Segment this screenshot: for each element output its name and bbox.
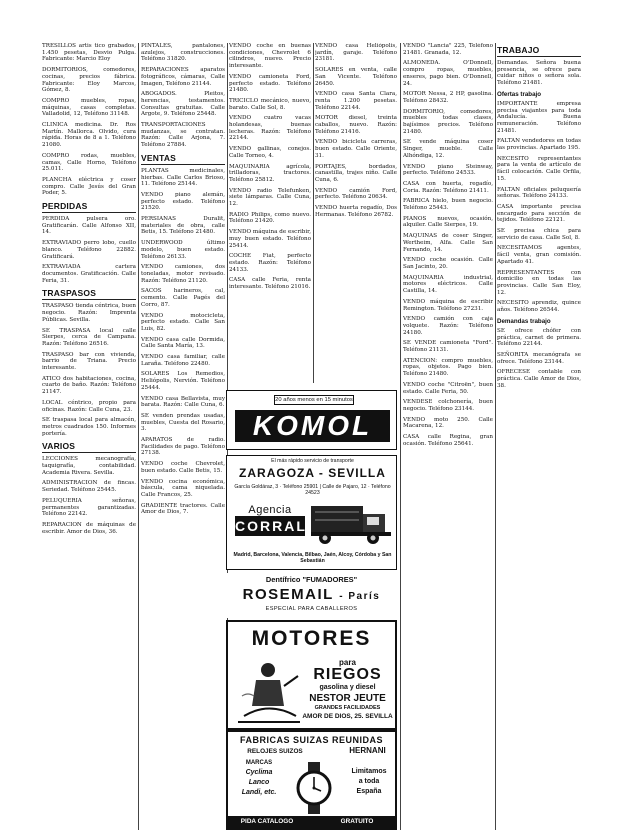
classified-ad: DORMITORIO, comedores, muebles todas clases, bajísimos precios. Teléfono 21480. xyxy=(403,108,493,135)
corral-addresses: García Goldáraz, 3 · Teléfono 25901 | Calle de Pajaro, 12 · Teléfono 24523 xyxy=(234,484,391,496)
fabricas-marcas: MARCAS xyxy=(245,760,273,766)
classified-ad: VENDO motocicleta, perfecto estado. Calle San Luis, 82. xyxy=(141,312,225,332)
rosemail-subtitle: ESPECIAL PARA CABALLEROS xyxy=(265,606,358,612)
rosemail-brand-line xyxy=(226,586,397,603)
column-1 xyxy=(42,43,136,830)
section-heading: Demandas trabajo xyxy=(497,317,551,325)
classified-ad: EXTRAVIADA cartera documentos. Gratificación. Calle Feria, 31. xyxy=(42,264,136,284)
classified-ad: UNDERWOOD último modelo, buen estado. Teléfono 26133. xyxy=(141,240,225,260)
corral-advertisement xyxy=(226,455,397,570)
rosemail-advertisement xyxy=(226,573,397,618)
classified-ad: REPARACION de máquinas de escribir. Amor de Dios, 36. xyxy=(42,521,136,535)
classified-ad: SOLARES en venta, calle San Vicente. Teléfono 26450. xyxy=(315,67,397,87)
classified-ad: SE ofrece chófer con práctica, carnet de primera. Teléfono 22144. xyxy=(497,327,581,348)
section-heading: TRASPASOS xyxy=(42,288,136,300)
classified-ad: VENDO piano alemán, perfecto estado. Teléfono 21520. xyxy=(141,191,225,212)
classified-ad: FABRICA hielo, buen negocio. Teléfono 25443. xyxy=(403,198,493,212)
fabricas-suizas-advertisement xyxy=(226,730,397,830)
classified-ad: TRANSPORTACIONES mudanzas, se contratan. Razón: Calle Arjona, 7. Teléfono 27884. xyxy=(141,122,225,149)
corral-route: ZARAGOZA - SEVILLA xyxy=(239,466,386,480)
classified-ad: VENDO casa familiar, calle Laraña. Teléfono 22480. xyxy=(141,354,225,367)
classified-ad: SE VENDE camioneta "Ford". Teléfono 21131. xyxy=(403,340,493,354)
column-5 xyxy=(403,43,493,830)
classified-ad: REPRESENTANTES con domicilio en todas las provincias. Calle San Eloy, 12. xyxy=(497,269,581,296)
fabricas-title: FABRICAS SUIZAS REUNIDAS xyxy=(239,735,383,745)
classified-ad: ATICO dos habitaciones, cocina, cuarto de baño. Razón: Teléfono 21147. xyxy=(42,375,136,396)
rosemail-brand: ROSEMAIL xyxy=(242,586,334,603)
motores-para: para xyxy=(339,658,356,667)
column-rule xyxy=(138,43,139,830)
fabricas-pida: PIDA CATALOGO xyxy=(240,818,294,825)
classified-ad: CLINICA medicina. Dr. Ros Martín. Mallorca. Olvido, cura rápida. Horas de 8 a 1. Teléfono 21080. xyxy=(42,122,136,149)
corral-cities: Madrid, Barcelona, Valencia, Bilbao, Jaén, Alcoy, Córdoba y San Sebastián xyxy=(233,552,392,564)
classified-ad: REPARACIONES aparatos fotográficos, cámaras, Calle Imagen, Teléfono 21144. xyxy=(141,67,225,87)
classified-ad: MAQUINARIA agrícola, trilladoras, tractores. Teléfono 25812. xyxy=(229,163,311,183)
classified-ad: PLANTAS medicinales, hierbas. Calle Carlos Brioso, 11. Teléfono 25144. xyxy=(141,167,225,188)
column-6 xyxy=(497,43,581,830)
rosemail-city: - París xyxy=(339,591,381,602)
farmer-irrigation-illustration-icon xyxy=(234,656,304,726)
classified-ad: TRESILLOS artis tico grabados, 1.450 pesetas, Desvio Pulga. Fabricante: Marcio Eloy xyxy=(42,43,136,63)
section-heading: VENTAS xyxy=(141,153,225,165)
classified-ad: SE vende máquina coser Singer, mueble. Calle Alhóndiga, 12. xyxy=(403,139,493,159)
column-4 xyxy=(315,43,397,383)
classified-ad: SOLARES Los Remedios, Heliópolis, Nervión. Teléfono 25444. xyxy=(141,371,225,391)
classified-ad: DORMITORIOS, comedores, cocinas, precios fábrica. Fabricante: Eloy Marcos, Gómez, 8. xyxy=(42,67,136,94)
fabricas-espana: España xyxy=(356,788,382,795)
classified-ad: PIANOS nuevos, ocasión, alquiler. Calle Sierpes, 19. xyxy=(403,215,493,229)
classified-ad: MAQUINARIA industrial, motores eléctricos. Calle Castilla, 14. xyxy=(403,274,493,295)
classified-ad: Demandas. Señora buena presencia, se ofrece para cuidar niños o señora sola. Teléfono 21481. xyxy=(497,60,581,87)
komol-brand: KOMOL xyxy=(235,410,390,442)
classified-ad: PERSIANAS Duralit, materiales de obra, calle Betis, 15. Teléfono 21480. xyxy=(141,216,225,236)
classified-ad: VENDO piano Steinway, perfecto. Teléfono 24533. xyxy=(403,163,493,177)
column-3 xyxy=(229,43,311,383)
classified-ad: ABOGADOS. Pleitos, herencias, testamentos. Consultas gratuitas. Calle Argote, 9. Teléfono 25448. xyxy=(141,91,225,118)
motores-title: MOTORES xyxy=(251,627,372,650)
fabricas-footer-bar xyxy=(228,816,395,828)
fabricas-marca-1: Cyclima xyxy=(245,769,273,776)
classified-ad: CASA con huerta, regadío, Coria. Razón: Teléfono 21411. xyxy=(403,180,493,194)
classified-ad: VENDO máquina de escribir Remington. Teléfono 27231. xyxy=(403,298,493,312)
motores-advertisement xyxy=(226,620,397,730)
classified-ad: VENDO gallinas, conejos. Calle Torneo, 4. xyxy=(229,146,311,159)
classified-ad: FALTAN vendedores en todas las provincias. Apartado 195. xyxy=(497,138,581,152)
classified-ad: ALMONEDA. O'Donnell, compro ropas, muebles, enseres, pago bien. O'Donnell, 24. xyxy=(403,60,493,87)
classified-ad: MAQUINAS de coser Singer, Wertheim, Alfa. Calle San Fernando, 14. xyxy=(403,233,493,253)
classified-ad: EXTRAVIADO perro lobo, cuello blanco. Teléfono 22882. Gratificará. xyxy=(42,240,136,260)
section-heading: Ofertas trabajo xyxy=(497,90,542,98)
classified-ad: VENDO radio Telefunken, siete lámparas. Calle Cuna, 12. xyxy=(229,187,311,208)
wristwatch-icon xyxy=(288,762,340,814)
column-rule xyxy=(400,43,401,830)
classified-ad: VENDO moto 250. Calle Macarena, 12. xyxy=(403,416,493,430)
classified-ad: SACOS harineros, cal, cemento. Calle Pagés del Corro, 87. xyxy=(141,288,225,308)
classified-ad: VENDO camión Ford, perfecto. Teléfono 20634. xyxy=(315,187,397,201)
fabricas-brand: HERNANI xyxy=(349,746,386,755)
classified-ad: VENDO cocina económica, báscula, cama niquelada. Calle Francos, 25. xyxy=(141,478,225,498)
classified-ad: IMPORTANTE empresa precisa viajantes para toda Andalucía. Buena remuneración. Teléfono 21481. xyxy=(497,100,581,134)
classified-ad: VENDO "Lancia" 225, Teléfono 21481. Granada, 12. xyxy=(403,43,493,56)
section-heading: VARIOS xyxy=(42,441,136,453)
classified-ad: SE traspasa local para almacén, metros cuadrados 150. Informes portería. xyxy=(42,417,136,437)
classified-ad: COMPRO muebles, ropas, máquinas, casas completas. Valladolid, 12, Teléfono 31148. xyxy=(42,97,136,118)
classified-ad: COMPRO rodas, muebles, camas, Calle Horno, Teléfono 25.011. xyxy=(42,152,136,173)
classified-ad: GRADIENTE tractores. Calle Amor de Dios, 7. xyxy=(141,502,225,516)
fabricas-marca-2: Lanco xyxy=(248,779,270,786)
classified-ad: VENDO coche Chevrolet, buen estado. Calle Betis, 15. xyxy=(141,461,225,474)
motores-facilidades: GRANDES FACILIDADES xyxy=(314,705,381,711)
classified-ad: VENDO casa Heliópolis, jardín, garaje. Teléfono 23181. xyxy=(315,43,397,63)
classified-ad: PELUQUERIA señoras, permanentes garantizadas. Teléfono 22142. xyxy=(42,497,136,518)
classified-ad: VENDO coche ocasión. Calle San Jacinto, 20. xyxy=(403,257,493,270)
classified-ad: SE precisa chica para servicio de casa. Calle Sol, 8. xyxy=(497,228,581,241)
komol-advertisement xyxy=(226,390,397,450)
classified-ad: SEÑORITA mecanógrafa se ofrece. Teléfono 23144. xyxy=(497,351,581,365)
classified-ad: CASA importante precisa encargado para sección de tejidos. Teléfono 22121. xyxy=(497,203,581,224)
classified-ad: TRASPASO tienda céntrica, buen negocio. Razón: Imprenta Públicas. Sevilla. xyxy=(42,303,136,323)
classified-ad: CASA calle Feria, renta interesante. Teléfono 21016. xyxy=(229,277,311,291)
komol-headline: 20 años menos en 15 minutos xyxy=(274,395,354,405)
classified-ad: VENDO bicicleta carreras, buen estado. Calle Oriente, 31. xyxy=(315,139,397,159)
motores-vendor: NESTOR JEUTE xyxy=(309,693,386,704)
classified-ad: OFRECESE contable con práctica. Calle Amor de Dios, 38. xyxy=(497,369,581,389)
classified-ad: ATENCION: compro muebles, ropas, objetos. Pago bien. Teléfono 21480. xyxy=(403,357,493,378)
motores-fuel: gasolina y diesel xyxy=(319,684,376,691)
column-rule xyxy=(313,43,314,383)
top-margin xyxy=(0,0,620,42)
classified-ad: PERDIDA pulsera oro. Gratificarán. Calle Alfonso XII, 14. xyxy=(42,216,136,236)
corral-brand: CORRAL xyxy=(235,518,307,534)
classified-ad: PINTALES, pantalones, azulejos, construcciones. Teléfono 31820. xyxy=(141,43,225,63)
classified-ad: SE TRASPASA local calle Sierpes, cerca de Campana. Razón: Teléfono 26516. xyxy=(42,327,136,347)
classified-ad: COCHE Fiat, perfecto estado. Razón: Teléfono 24133. xyxy=(229,253,311,273)
classified-ad: TRASPASO bar con vivienda, barrio de Triana. Precio interesante. xyxy=(42,351,136,372)
fabricas-relojes: RELOJES SUIZOS xyxy=(247,748,303,755)
classified-ad: FALTAN oficiales peluquería señoras. Teléfono 24133. xyxy=(497,186,581,200)
classified-ad: TRICICLO mecánico, nuevo, barato. Calle Sol, 8. xyxy=(229,97,311,111)
classified-ad: VENDO huerta regadío, Dos Hermanas. Teléfono 26782. xyxy=(315,205,397,218)
classified-ad: ADMINISTRACION de fincas. Seriedad. Teléfono 25445. xyxy=(42,480,136,494)
fabricas-a-toda: a toda xyxy=(358,778,380,785)
column-2 xyxy=(141,43,225,830)
classified-ad: PLANCHA eléctrica y coser compro. Calle Jesús del Gran Poder, 5. xyxy=(42,176,136,197)
fabricas-limitamos: Limitamos xyxy=(351,768,387,775)
fabricas-gratuito: GRATUITO xyxy=(340,818,374,825)
classified-ad: VENDO casa Bellavista, muy barata. Razón: Calle Cuna, 6. xyxy=(141,395,225,409)
corral-tagline: El más rápido servicio de transporte xyxy=(271,458,354,464)
section-heading: PERDIDAS xyxy=(42,201,136,213)
classified-ad: VENDO casa Santa Clara, renta 1.200 pesetas. Teléfono 22144. xyxy=(315,91,397,111)
classified-ad: VENDO camioneta Ford, perfecto estado. Teléfono 21480. xyxy=(229,73,311,94)
column-rule xyxy=(495,43,496,830)
classified-ad: MOTOR Nessa, 2 HP, gasolina. Teléfono 28432. xyxy=(403,91,493,104)
classified-ad: PORTAJES, bordados, canastilla, trajes niño. Calle Cuna, 6. xyxy=(315,163,397,183)
classified-ad: NECESITO aprendiz, quince años. Teléfono 26544. xyxy=(497,300,581,314)
section-heading: TRABAJO xyxy=(497,45,581,57)
motores-riegos: RIEGOS xyxy=(313,666,382,683)
classified-ad: CASA calle Regina, gran ocasión. Teléfono 25641. xyxy=(403,434,493,447)
classified-ad: VENDO casa calle Dormida, Calle Santa María, 13. xyxy=(141,336,225,350)
classified-ad: MOTOR diesel, treinta caballos, nuevo. Razón: Teléfono 21416. xyxy=(315,115,397,135)
classified-ad: VENDO camiones, dos toneladas, motor revisado. Razón: Teléfono 21120. xyxy=(141,264,225,284)
corral-agencia-label: Agencia xyxy=(248,504,292,516)
truck-illustration-icon xyxy=(309,496,393,548)
classified-ad: LECCIONES mecanografía, taquigrafía, contabilidad. Academia Rivera. Sevilla. xyxy=(42,456,136,476)
classified-ad: NECESITAMOS agentes, fácil venta, gran comisión. Apartado 41. xyxy=(497,245,581,265)
classified-ad: VENDESE colchonería, buen negocio. Teléfono 23144. xyxy=(403,399,493,412)
classified-ad: NECESITO representantes para la venta de artículo de fácil colocación. Calle Orfila, 15. xyxy=(497,155,581,182)
classified-ad: VENDO camión con caja volquete. Razón: Teléfono 24180. xyxy=(403,316,493,336)
classified-ad: VENDO cuatro vacas holandesas, buenas lecheras. Razón: Teléfono 22144. xyxy=(229,115,311,142)
rosemail-dentifrico: Dentífrico "FUMADORES" xyxy=(265,575,358,584)
classified-ad: VENDO coche en buenas condiciones, Chevrolet 6 cilindros, nuevo. Precio interesante. xyxy=(229,43,311,70)
motores-address: AMOR DE DIOS, 25. SEVILLA xyxy=(302,713,393,720)
classified-ad: SE venden prendas usadas, muebles, Cuesta del Rosario, 3. xyxy=(141,412,225,433)
classified-ad: RADIO Philips, como nuevo. Teléfono 21420. xyxy=(229,211,311,225)
classified-ad: VENDO máquina de escribir, muy buen estado. Teléfono 25414. xyxy=(229,229,311,249)
classified-ad: LOCAL céntrico, propio para oficinas. Razón: Calle Cuna, 23. xyxy=(42,399,136,413)
classified-ad: APARATOS de radio. Facilidades de pago. Teléfono 27138. xyxy=(141,437,225,457)
fabricas-marca-3: Landi, etc. xyxy=(241,789,277,796)
classified-ad: VENDO coche "Citroën", buen estado. Calle Feria, 50. xyxy=(403,381,493,395)
